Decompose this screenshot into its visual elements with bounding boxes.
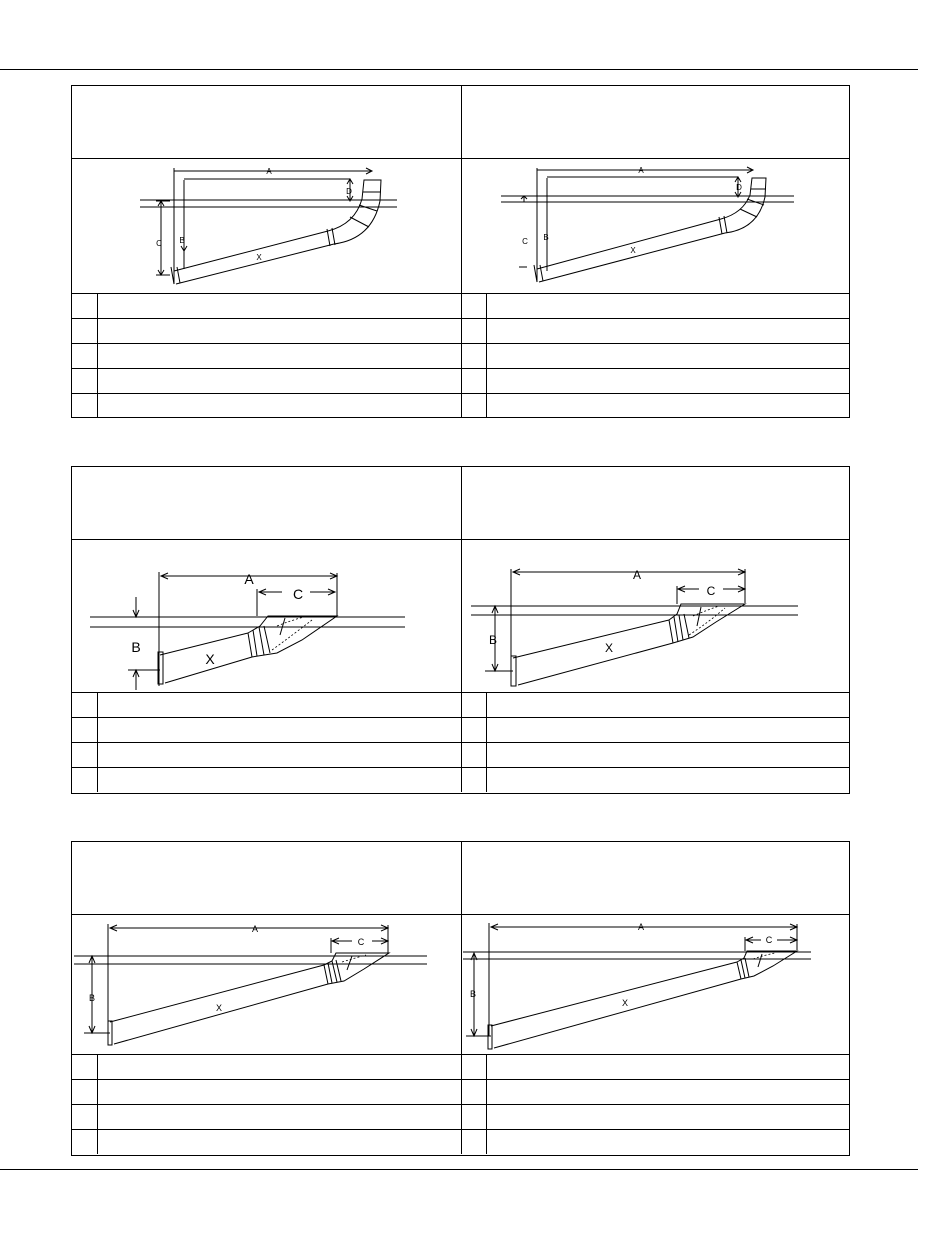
diagram-svg: [461, 540, 850, 693]
data-rows: [72, 293, 849, 418]
label-x: X: [621, 998, 629, 1008]
label-d: D: [736, 183, 742, 192]
label-c: C: [706, 584, 716, 598]
label-b: B: [488, 633, 498, 647]
section-wye-branch: [71, 466, 850, 794]
table-row: [72, 343, 849, 368]
table-row: [72, 717, 849, 742]
table-row: [72, 1079, 849, 1104]
top-rule: [0, 69, 918, 70]
table-row: [72, 293, 849, 318]
data-rows: [72, 692, 849, 792]
diagram-svg: [72, 159, 461, 294]
label-c: C: [292, 586, 304, 602]
diagram-wye-branch-left: [72, 539, 462, 693]
label-a: A: [244, 571, 254, 587]
label-b: B: [179, 236, 185, 245]
header-cell-right: [461, 86, 850, 158]
label-a: A: [266, 167, 272, 176]
label-x: X: [630, 246, 636, 255]
table-row: [72, 1054, 849, 1079]
diagram-wye-branch-right: [461, 539, 850, 693]
header-cell-right: [461, 467, 850, 539]
diagram-svg: [461, 915, 850, 1055]
label-c: C: [357, 937, 365, 947]
header-cell-right: [461, 842, 850, 914]
table-row: [72, 742, 849, 767]
data-rows: [72, 1054, 849, 1154]
label-c: C: [522, 237, 528, 246]
table-row: [72, 318, 849, 343]
header-cell-left: [72, 86, 462, 158]
label-x: X: [205, 651, 215, 667]
section-offset-elbow: [71, 85, 850, 418]
section-long-wye-branch: [71, 841, 850, 1156]
label-a: A: [638, 166, 644, 175]
diagram-offset-elbow-left: [72, 158, 462, 294]
diagram-long-wye-left: [72, 914, 462, 1055]
table-row: [72, 767, 849, 792]
label-b: B: [131, 639, 141, 655]
table-row: [72, 692, 849, 717]
label-c: C: [156, 239, 162, 248]
label-a: A: [632, 568, 642, 582]
label-x: X: [256, 253, 262, 262]
table-row: [72, 393, 849, 418]
label-a: A: [637, 922, 645, 932]
label-c: C: [765, 935, 773, 945]
label-d: D: [346, 187, 352, 196]
label-b: B: [88, 993, 96, 1003]
header-cell-left: [72, 842, 462, 914]
header-cell-left: [72, 467, 462, 539]
table-row: [72, 368, 849, 393]
label-b: B: [543, 233, 549, 242]
diagram-svg: [72, 915, 461, 1055]
label-a: A: [251, 924, 259, 934]
diagram-svg: [72, 540, 461, 693]
diagram-offset-elbow-right: [461, 158, 850, 294]
label-x: X: [215, 1003, 223, 1013]
bottom-rule: [0, 1169, 918, 1170]
label-x: X: [604, 641, 614, 655]
label-b: B: [469, 989, 477, 999]
diagram-svg: [461, 159, 850, 294]
diagram-long-wye-right: [461, 914, 850, 1055]
table-row: [72, 1129, 849, 1154]
table-row: [72, 1104, 849, 1129]
